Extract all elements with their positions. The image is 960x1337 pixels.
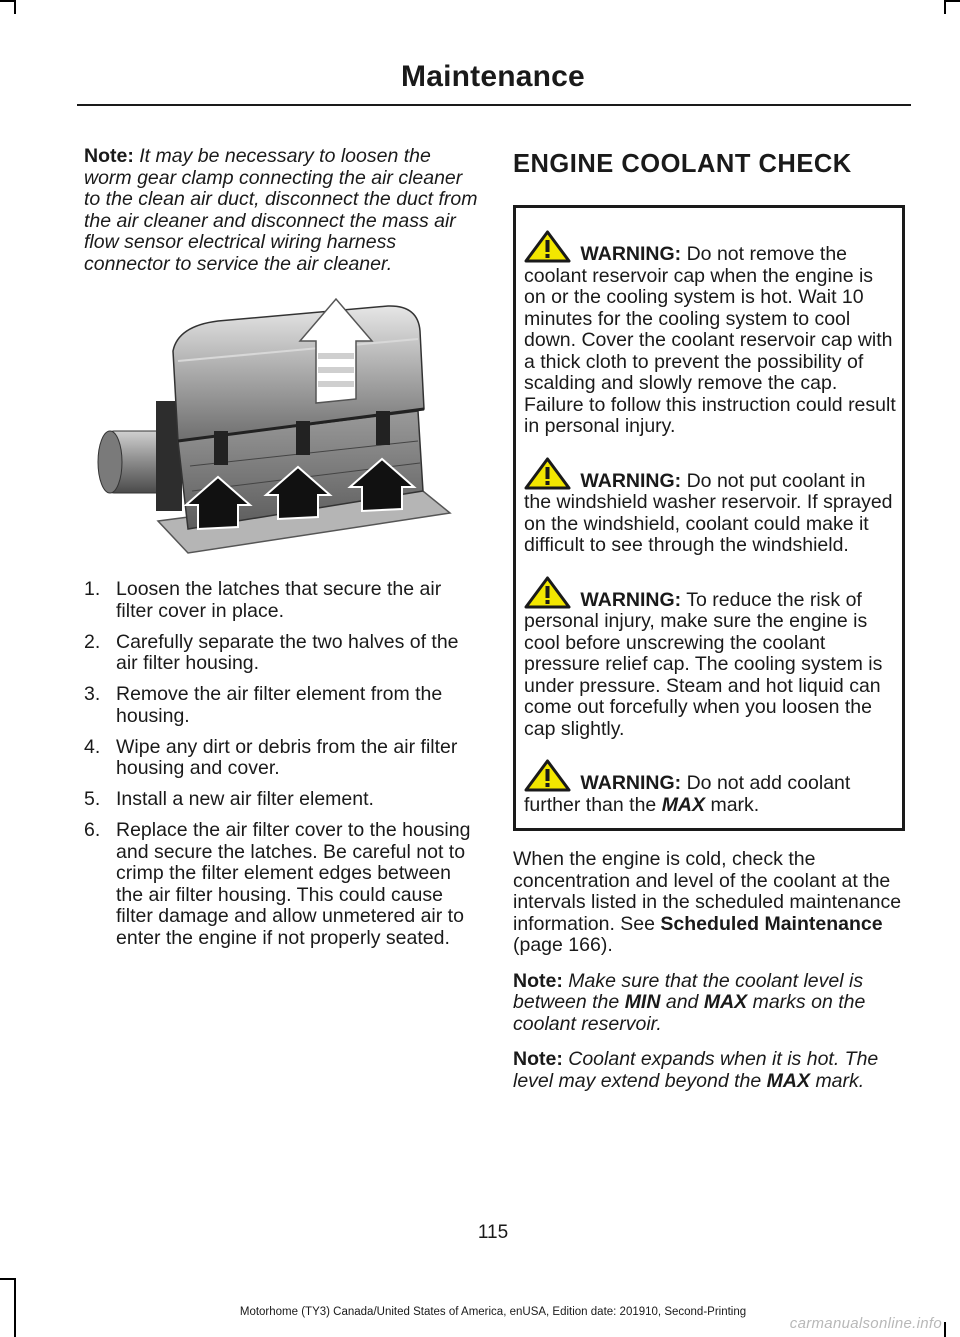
warning-triangle-icon <box>524 759 571 792</box>
warning-item: WARNING: Do not put coolant in the windshield washer reservoir. If sprayed on the windshield, coolant could make it difficult to see through the windshield. <box>524 457 896 557</box>
page-number: 115 <box>477 1222 509 1243</box>
header-rule <box>77 104 911 106</box>
warning-item: WARNING: Do not add coolant further than the MAX mark. <box>524 759 896 816</box>
air-filter-housing-illustration <box>78 291 478 561</box>
warning-item: WARNING: Do not remove the coolant reservoir cap when the engine is on or the cooling system is hot. Wait 10 minutes for the cooling system to cool down. Cover the coolant reservoir cap with a thick cloth to prevent the possibility of scalding and slowly remove the cap. Failure to follow this instruction could result in personal injury. <box>524 230 896 438</box>
coolant-level-note: Note: Make sure that the coolant level is between the MIN and MAX marks on the coolant reservoir. <box>513 969 866 1035</box>
air-filter-housing-icon <box>78 291 478 561</box>
watermark: carmanualsonline.info <box>789 1315 942 1332</box>
warning-triangle-icon <box>524 576 571 609</box>
warning-box <box>513 205 905 831</box>
crop-mark <box>944 1322 946 1337</box>
right-column <box>513 146 905 1106</box>
air-filter-steps <box>84 579 480 949</box>
list-item: 1. Loosen the latches that secure the air filter cover in place. <box>84 578 442 622</box>
note-label: Note: <box>84 145 134 167</box>
crop-mark <box>0 0 14 2</box>
warning-triangle-icon <box>524 230 571 263</box>
list-item: 3. Remove the air filter element from the housing. <box>84 683 443 727</box>
crop-mark <box>14 0 16 14</box>
list-item: 4. Wipe any dirt or debris from the air filter housing and cover. <box>84 735 458 779</box>
crop-mark <box>944 0 946 14</box>
note-text: It may be necessary to loosen the worm gear clamp connecting the air cleaner to the clean air duct, disconnect the duct from the air cleaner and disconnect the mass air flow sensor electrical wiring harness connector to service the air cleaner. <box>84 145 478 275</box>
section-heading: ENGINE COOLANT CHECK <box>513 150 852 178</box>
coolant-expands-note: Note: Coolant expands when it is hot. The level may extend beyond the MAX mark. <box>513 1048 879 1092</box>
list-item: 2. Carefully separate the two halves of the air filter housing. <box>84 630 459 674</box>
edition-footer: Motorhome (TY3) Canada/United States of America, enUSA, Edition date: 201910, Second-Printing <box>239 1306 747 1318</box>
coolant-check-paragraph: When the engine is cold, check the concentration and level of the coolant at the intervals listed in the scheduled maintenance information. See Scheduled Maintenance (page 166). <box>513 848 902 956</box>
list-item: 6. Replace the air filter cover to the housing and secure the latches. Be careful not to crimp the filter element edges between the air filter housing. This could cause filter damage and allow unmetered air to enter the engine if not properly seated. <box>84 819 471 949</box>
warning-item: WARNING: To reduce the risk of personal injury, make sure the engine is cool before unscrewing the coolant pressure relief cap. The cooling system is under pressure. Steam and hot liquid can come out forcefully when you loosen the cap slightly. <box>524 576 896 741</box>
page-title: Maintenance <box>401 60 585 93</box>
air-cleaner-note <box>84 146 480 275</box>
scheduled-maintenance-link[interactable]: Scheduled Maintenance <box>660 912 883 935</box>
list-item: 5. Install a new air filter element. <box>84 788 374 810</box>
left-column <box>84 146 480 959</box>
warning-triangle-icon <box>524 457 571 490</box>
crop-mark <box>0 1278 14 1280</box>
crop-mark <box>946 0 960 2</box>
